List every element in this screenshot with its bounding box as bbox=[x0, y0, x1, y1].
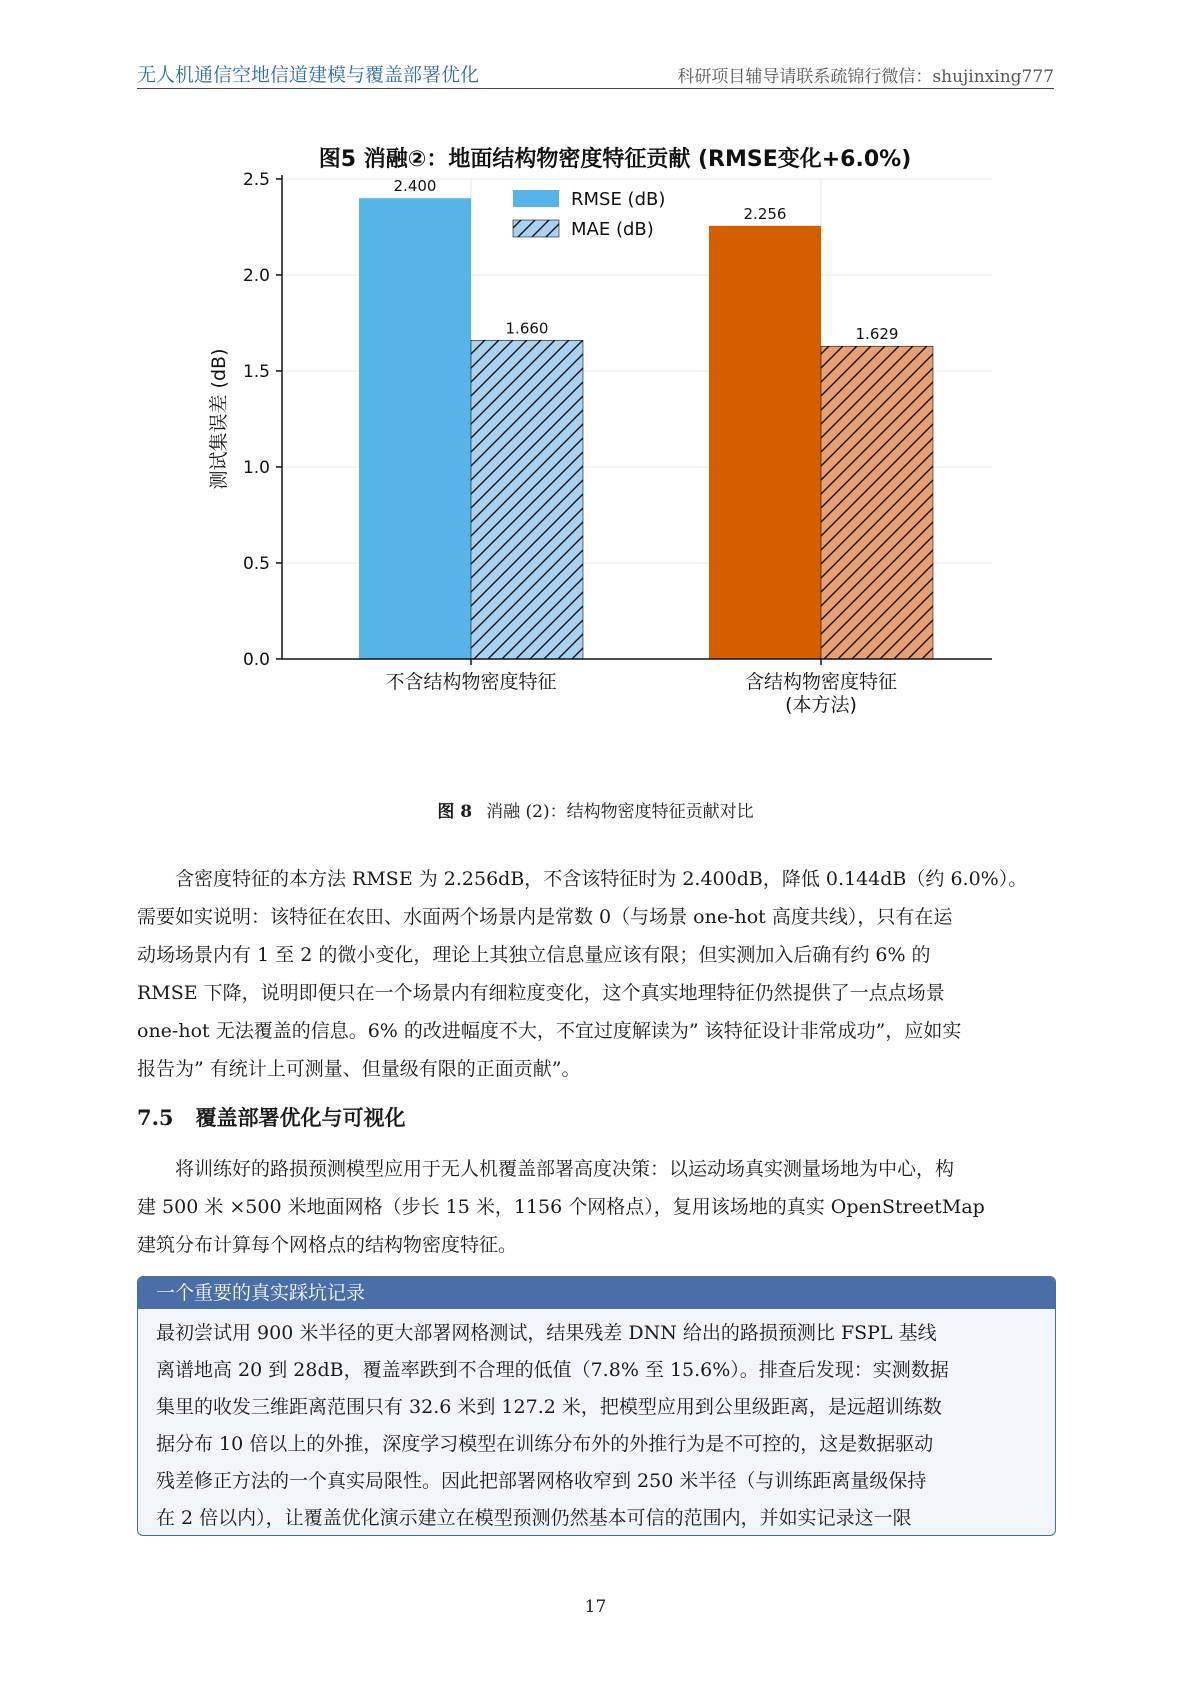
section-heading bbox=[137, 1102, 406, 1132]
bar-mae bbox=[821, 346, 933, 659]
y-tick-label: 2.5 bbox=[242, 170, 270, 190]
chart-legend bbox=[513, 189, 665, 240]
text-line: 将训练好的路损预测模型应用于无人机覆盖部署高度决策：以运动场真实测量场地为中心，构 bbox=[175, 1158, 955, 1180]
page-number: 17 bbox=[584, 1597, 607, 1617]
x-tick-label: 不含结构物密度特征 bbox=[385, 671, 557, 693]
header-title: 无人机通信空地信道建模与覆盖部署优化 bbox=[137, 64, 480, 86]
y-tick-label: 0.5 bbox=[242, 554, 270, 574]
text-line: 离谱地高 20 到 28dB，覆盖率跌到不合理的低值（7.8% 至 15.6%）。排查后发现：实测数据 bbox=[156, 1359, 949, 1381]
text-line: 需要如实说明：该特征在农田、水面两个场景内是常数 0（与场景 one-hot 高度共线），只有在运 bbox=[137, 906, 953, 928]
y-axis-label: 测试集误差 (dB) bbox=[208, 348, 230, 490]
bar-rmse bbox=[709, 226, 821, 659]
y-tick-label: 1.5 bbox=[242, 362, 270, 382]
legend-swatch-rmse bbox=[513, 190, 559, 207]
figure-caption-text: 消融 (2)：结构物密度特征贡献对比 bbox=[486, 802, 754, 822]
paragraph-ablation-result bbox=[137, 860, 1054, 1088]
text-line: 最初尝试用 900 米半径的更大部署网格测试，结果残差 DNN 给出的路损预测比 FSPL 基线 bbox=[156, 1322, 937, 1344]
data-label: 1.660 bbox=[505, 319, 549, 338]
text-line: 动场场景内有 1 至 2 的微小变化，理论上其独立信息量应该有限；但实测加入后确有约 6% 的 bbox=[137, 944, 931, 966]
legend-label: MAE (dB) bbox=[571, 219, 654, 240]
text-line: 含密度特征的本方法 RMSE 为 2.256dB，不含该特征时为 2.400dB，降低 0.144dB（约 6.0%）。 bbox=[175, 868, 1028, 890]
data-label: 2.256 bbox=[743, 204, 787, 223]
note-box-body bbox=[138, 1309, 1055, 1536]
bar-rmse bbox=[359, 198, 471, 659]
note-box-title: 一个重要的真实踩坑记录 bbox=[138, 1277, 1055, 1309]
text-line: 在 2 倍以内），让覆盖优化演示建立在模型预测仍然基本可信的范围内，并如实记录这一限 bbox=[156, 1507, 912, 1529]
text-line: 残差修正方法的一个真实局限性。因此把部署网格收窄到 250 米半径（与训练距离量级保持 bbox=[156, 1470, 927, 1492]
text-line: 建筑分布计算每个网格点的结构物密度特征。 bbox=[137, 1234, 518, 1256]
text-line: one-hot 无法覆盖的信息。6% 的改进幅度不大，不宜过度解读为” 该特征设计非常成功”，应如实 bbox=[137, 1020, 962, 1042]
text-line: 建 500 米 ×500 米地面网格（步长 15 米，1156 个网格点），复用该场地的真实 OpenStreetMap bbox=[137, 1196, 985, 1218]
section-number: 7.5 bbox=[137, 1105, 174, 1130]
ablation-bar-chart bbox=[195, 140, 995, 780]
y-tick-label: 2.0 bbox=[242, 266, 270, 286]
header-contact: 科研项目辅导请联系疏锦行微信：shujinxing777 bbox=[677, 67, 1054, 87]
data-label: 1.629 bbox=[855, 325, 899, 344]
text-line: 据分布 10 倍以上的外推，深度学习模型在训练分布外的外推行为是不可控的，这是数据驱动 bbox=[156, 1433, 934, 1455]
note-box bbox=[137, 1276, 1056, 1536]
y-tick-label: 0.0 bbox=[242, 650, 270, 670]
page-header bbox=[137, 58, 1054, 89]
figure-caption bbox=[0, 797, 1191, 822]
legend-label: RMSE (dB) bbox=[571, 189, 666, 210]
x-tick-label: 含结构物密度特征 bbox=[744, 671, 898, 693]
figure-label: 图 8 bbox=[437, 802, 473, 822]
text-line: 集里的收发三维距离范围只有 32.6 米到 127.2 米，把模型应用到公里级距离，是远超训练数 bbox=[156, 1396, 942, 1418]
bar-mae bbox=[471, 340, 583, 659]
data-label: 2.400 bbox=[393, 177, 437, 196]
x-tick-label: (本方法) bbox=[785, 694, 857, 716]
legend-swatch-mae bbox=[513, 220, 559, 237]
y-tick-label: 1.0 bbox=[242, 458, 270, 478]
chart-title: 图5 消融②：地面结构物密度特征贡献 (RMSE变化+6.0%) bbox=[318, 147, 912, 172]
text-line: 报告为” 有统计上可测量、但量级有限的正面贡献”。 bbox=[137, 1058, 581, 1080]
section-title: 覆盖部署优化与可视化 bbox=[195, 1105, 406, 1130]
text-line: RMSE 下降，说明即便只在一个场景内有细粒度变化，这个真实地理特征仍然提供了一点点场景 bbox=[137, 982, 945, 1004]
paragraph-deployment bbox=[137, 1150, 1054, 1264]
